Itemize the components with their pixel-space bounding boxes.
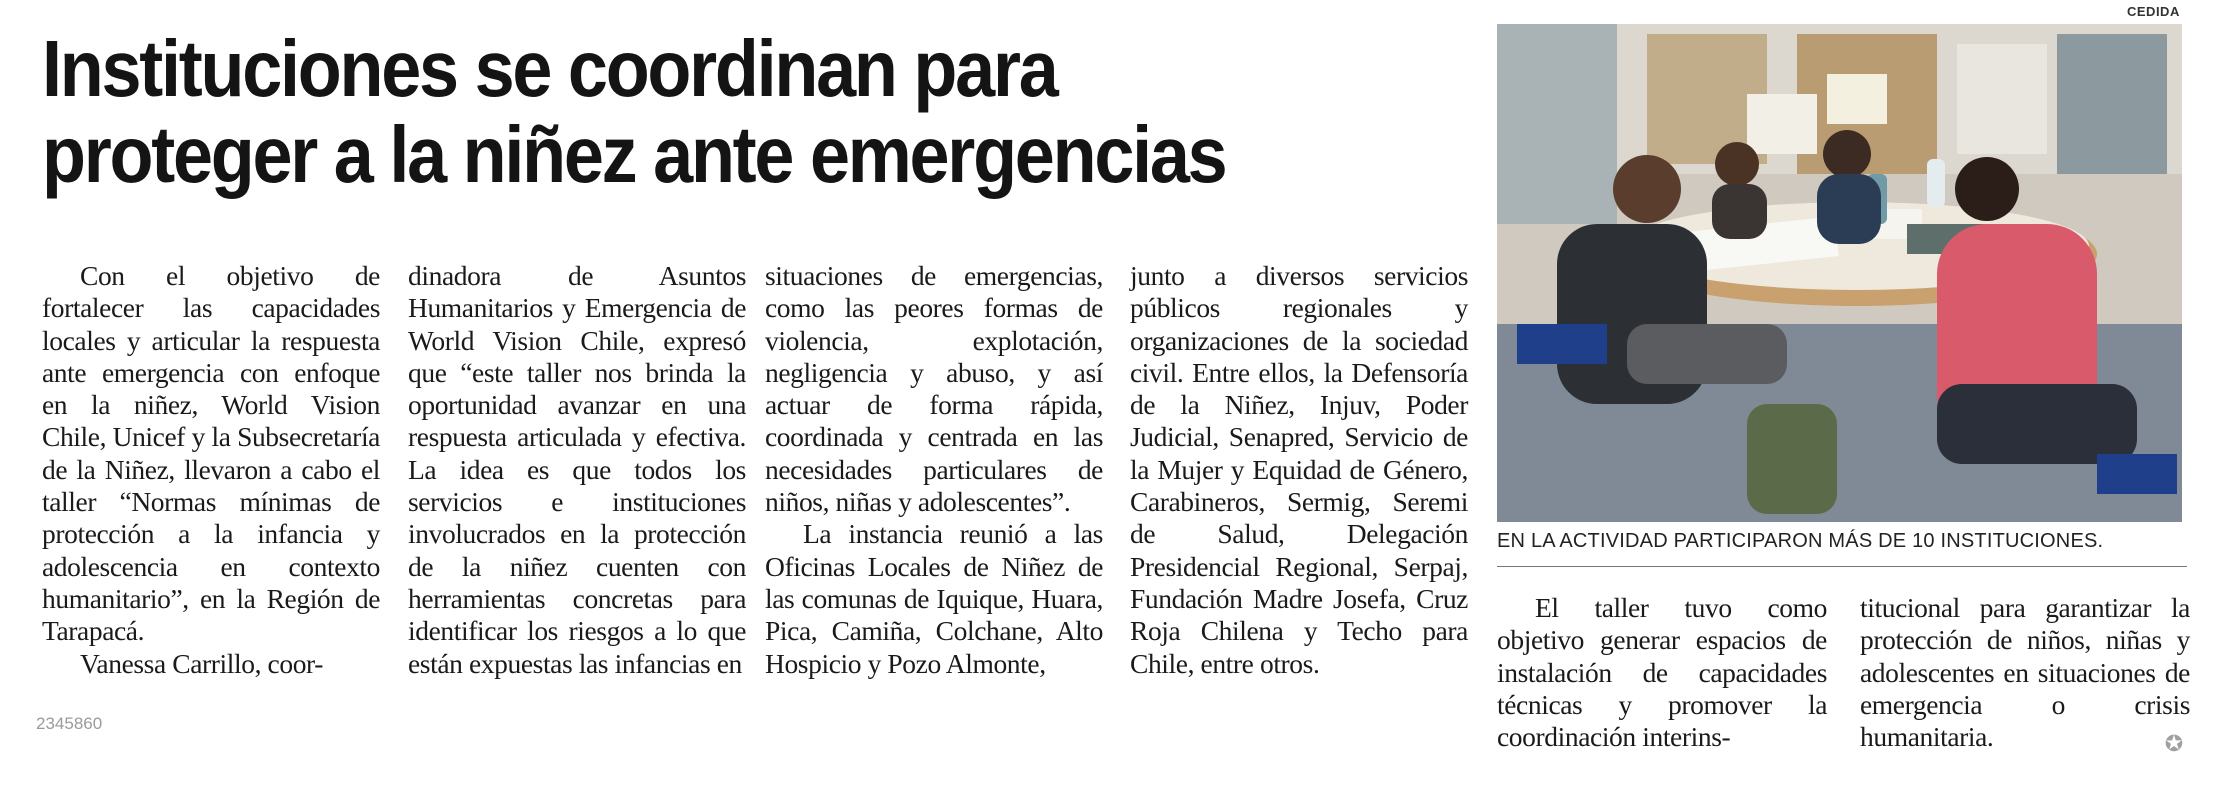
article-paragraph: junto a diversos servicios públicos regionales y organizaciones de la sociedad civil. Entre ellos, la Defensoría de la Niñez, Injuv, Poder Judicial, Senapred, Servicio de la Mujer y Equidad de Género, Carabineros, Sermig, Seremi de Salud, Delegación Presidencial Regional, Serpaj, Fundación Madre Josefa, Cruz Roja Chilena y Techo para Chile, entre otros. [1130, 260, 1468, 679]
article-paragraph: titucional para garantizar la protección de niños, niñas y adolescentes en situaciones de emergencia o crisis humanitaria. [1860, 592, 2190, 753]
article-paragraph: dinadora de Asuntos Humanitarios y Emergencia de World Vision Chile, expresó que “este taller nos brinda la oportunidad avanzar en una respuesta articulada y efectiva. La idea es que todos los servicios e instituciones involucrados en la protección de la niñez cuenten con herramientas concretas para identificar los riesgos a lo que están expuestas las infancias en [408, 260, 746, 679]
headline: Instituciones se coordinan para proteger a la niñez ante emergencias [42, 24, 1226, 199]
photo-caption: EN LA ACTIVIDAD PARTICIPARON MÁS DE 10 INSTITUCIONES. [1497, 530, 2104, 552]
clipping-id: 2345860 [36, 714, 103, 733]
article-paragraph: El taller tuvo como objetivo generar espacios de instalación de capacidades técnicas y promover la coordinación interins- [1497, 592, 1827, 753]
caption-divider [1497, 566, 2187, 567]
article-column-3 [765, 260, 1103, 680]
article-paragraph: situaciones de emergencias, como las peores formas de violencia, explotación, negligencia y abuso, y así actuar de forma rápida, coordinada y centrada en las necesidades particulares de niños, niñas y adolescentes”. [765, 260, 1103, 518]
workshop-photo-illustration [1497, 24, 2182, 522]
article-column-1 [42, 260, 380, 680]
article-column-6 [1860, 592, 2190, 753]
article-column-2 [408, 260, 746, 680]
article-column-4 [1130, 260, 1468, 680]
article-paragraph: Vanessa Carrillo, coor- [80, 647, 324, 679]
article-paragraph: Con el objetivo de fortalecer las capacidades locales y articular la respuesta ante emergencia con enfoque en la niñez, World Vision Chile, Unicef y la Subsecretaría de la Niñez, llevaron a cabo el taller “Normas mínimas de protección a la infancia y adolescencia en contexto humanitario”, en la Región de Tarapacá. [42, 260, 380, 647]
article-column-5 [1497, 592, 1827, 753]
article-paragraph: La instancia reunió a las Oficinas Locales de Niñez de las comunas de Iquique, Huara, Pica, Camiña, Colchane, Alto Hospicio y Pozo Almonte, [765, 518, 1103, 679]
article-photo [1497, 24, 2182, 522]
photo-credit: CEDIDA [2127, 4, 2180, 19]
end-of-article-icon: ✪ [2164, 732, 2184, 757]
